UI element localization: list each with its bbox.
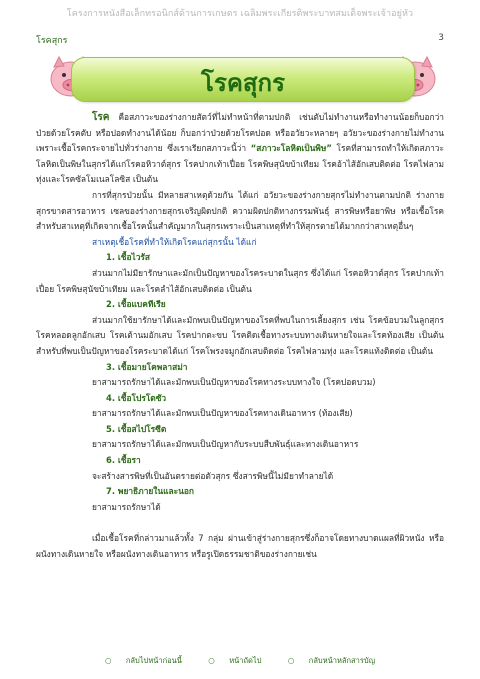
- list-item-body: ยาสามารถรักษาได้และมักพบเป็นปัญหากับระบบสืบพันธุ์และทางเดินอาหาร: [92, 439, 359, 450]
- prev-page-label: กลับไปหน้าก่อนนี้: [125, 656, 182, 665]
- running-head-title: โรคสุกร: [36, 36, 68, 46]
- list-item-body: ส่วนมากใช้ยารักษาได้และมักพบเป็นปัญหาของโรคที่พบในการเลี้ยงสุกร เช่น โรคข้อบวมในลูกสุกร โรคหลอดลูกอักเสบ โรคเต้านมอักเสบ โรคปากตะขบ โรคติดเชื้อทางระบบทางเดินหายใจและโรคท้องเสีย เป็นต้น สำหรับที่พบเป็นปัญหาของโรคระบาดได้แก่ โรคโพรงจมูกอักเสบติดต่อ โรคไฟลามทุ่ง และโรคแท้งติดต่อ เป็นต้น: [36, 314, 444, 356]
- book-title-header: โครงการหนังสือเล็กทรอนิกส์ด้านการเกษตร เฉลิมพระเกียรติพระบาทสมเด็จพระเจ้าอยู่หัว: [66, 9, 414, 19]
- list-item-body: ส่วนมากไม่มียารักษาและมักเป็นปัญหาของโรคระบาดในสุกร ซึ่งได้แก่ โรคอหิวาต์สุกร โรคปากเท้าเปื่อย โรคพิษสุนัขบ้าเทียม และโรคลำไส้อักเสบติดต่อ เป็นต้น: [36, 267, 444, 294]
- contents-label: กลับหน้าหลักสารบัญ: [308, 656, 376, 665]
- definition-term: โรค: [92, 112, 110, 123]
- closing-paragraph: เมื่อเชื้อโรคที่กล่าวมาแล้วทั้ง 7 กลุ่ม ผ่านเข้าสู่ร่างกายสุกรซึ่งก็อาจโดยทางบาดแผลที่ผิวหนัง หรือผนังทางเดินหายใจ หรือผนังทางเดินอาหาร หรือรูเปิดธรรมชาติของร่างกายเช่น: [36, 533, 444, 560]
- list-item-body: ยาสามารถรักษาได้และมักพบเป็นปัญหาของโรคทางระบบทางใจ (โรคปอดบวม): [92, 377, 376, 388]
- list-item-head: 3. เชื้อมายโคพลาสม่า: [106, 361, 188, 372]
- list-item-head: 1. เชื้อไวรัส: [106, 252, 151, 263]
- page-navigation: [0, 655, 480, 667]
- definition-paragraph: [36, 110, 444, 188]
- contents-link[interactable]: [282, 656, 381, 665]
- list-item-head: 6. เชื้อรา: [106, 455, 141, 466]
- list-item-head: 5. เชื้อสไปโรซีต: [106, 423, 167, 434]
- title-banner: [71, 57, 415, 102]
- page-title: โรคสุกร: [201, 69, 285, 97]
- causes-paragraph: การที่สุกรป่วยนั้น มีหลายสาเหตุด้วยกัน ได้แก่ อวัยวะของร่างกายสุกรไม่ทำงานตามปกติ ร่างกายสุกรขาดสารอาหาร เซลของร่างกายสุกรเจริญผิดปกติ ความผิดปกติทางกรรมพันธุ์ สารพิษหรือยาพิษ หรือเชื้อโรค สำหรับสาเหตุที่เกิดจากเชื้อโรคนั้นสำคัญมากในสุกรเพราะเป็นสาเหตุที่ทำให้สุกรตายได้มากกว่าสาเหตุอื่นๆ: [36, 189, 444, 232]
- circle-icon: ○: [104, 656, 112, 665]
- circle-icon: ○: [208, 656, 215, 665]
- running-header: [36, 33, 444, 47]
- next-page-link[interactable]: [202, 656, 267, 665]
- list-item-body: ยาสามารถรักษาได้และมักพบเป็นปัญหาของโรคทางเดินอาหาร (ท้องเสีย): [92, 408, 353, 419]
- list-item-head: 2. เชื้อแบคทีเรีย: [106, 299, 166, 310]
- definition-text-b: โรคที่สามารถทำให้เกิดสภาวะโลหิตเป็นพิษในสุกรได้แก่โรคอหิวาต์สุกร โรคปากเท้าเปื่อย โรคพิษสุนัขบ้าเทียม โรคอ้าไส้อักเสบติดต่อ โรคไฟลามทุ่งและโรคซัลโมเนลโลซิส เป็นต้น: [36, 143, 445, 185]
- list-item-body: ยาสามารถรักษาได้: [92, 501, 161, 512]
- definition-text-a: คือสภาวะของร่างกายสัตว์ที่ไม่ทำหน้าที่ตามปกติ เช่นตับไม่ทำงานหรือทำงานน้อยก็บอกว่าป่วยด้วยโรคตับ หรือปอดทำงานได้น้อย ก็บอกว่าป่วยด้วยโรคปอด หรืออวัยวะหลายๆ อวัยวะของร่างกายไม่ทำงานเพราะเชื้อโรคกระจายไปทั่วร่างกาย ซึ่งเราเรียกสภาวะนี้ว่า: [36, 112, 444, 154]
- pathogen-subtitle: สาเหตุเชื้อโรคที่ทำให้เกิดโรคแก่สุกรนั้น ได้แก่: [92, 236, 257, 247]
- prev-page-link[interactable]: [99, 656, 188, 665]
- list-item-head: 7. พยาธิภายในและนอก: [106, 486, 194, 497]
- next-page-label: หน้าถัดไป: [229, 656, 262, 665]
- page-number: 3: [438, 33, 444, 43]
- definition-emphasis: “สภาวะโลหิตเป็นพิษ”: [250, 143, 332, 154]
- list-item-body: จะสร้างสารพิษที่เป็นอันตรายต่อตัวสุกร ซึ่งสารพิษนี้ไม่มียาทำลายได้: [92, 470, 334, 481]
- article-body: [36, 110, 444, 563]
- circle-icon: ○: [287, 656, 295, 665]
- list-item-head: 4. เชื้อโปรโตซัว: [106, 392, 167, 403]
